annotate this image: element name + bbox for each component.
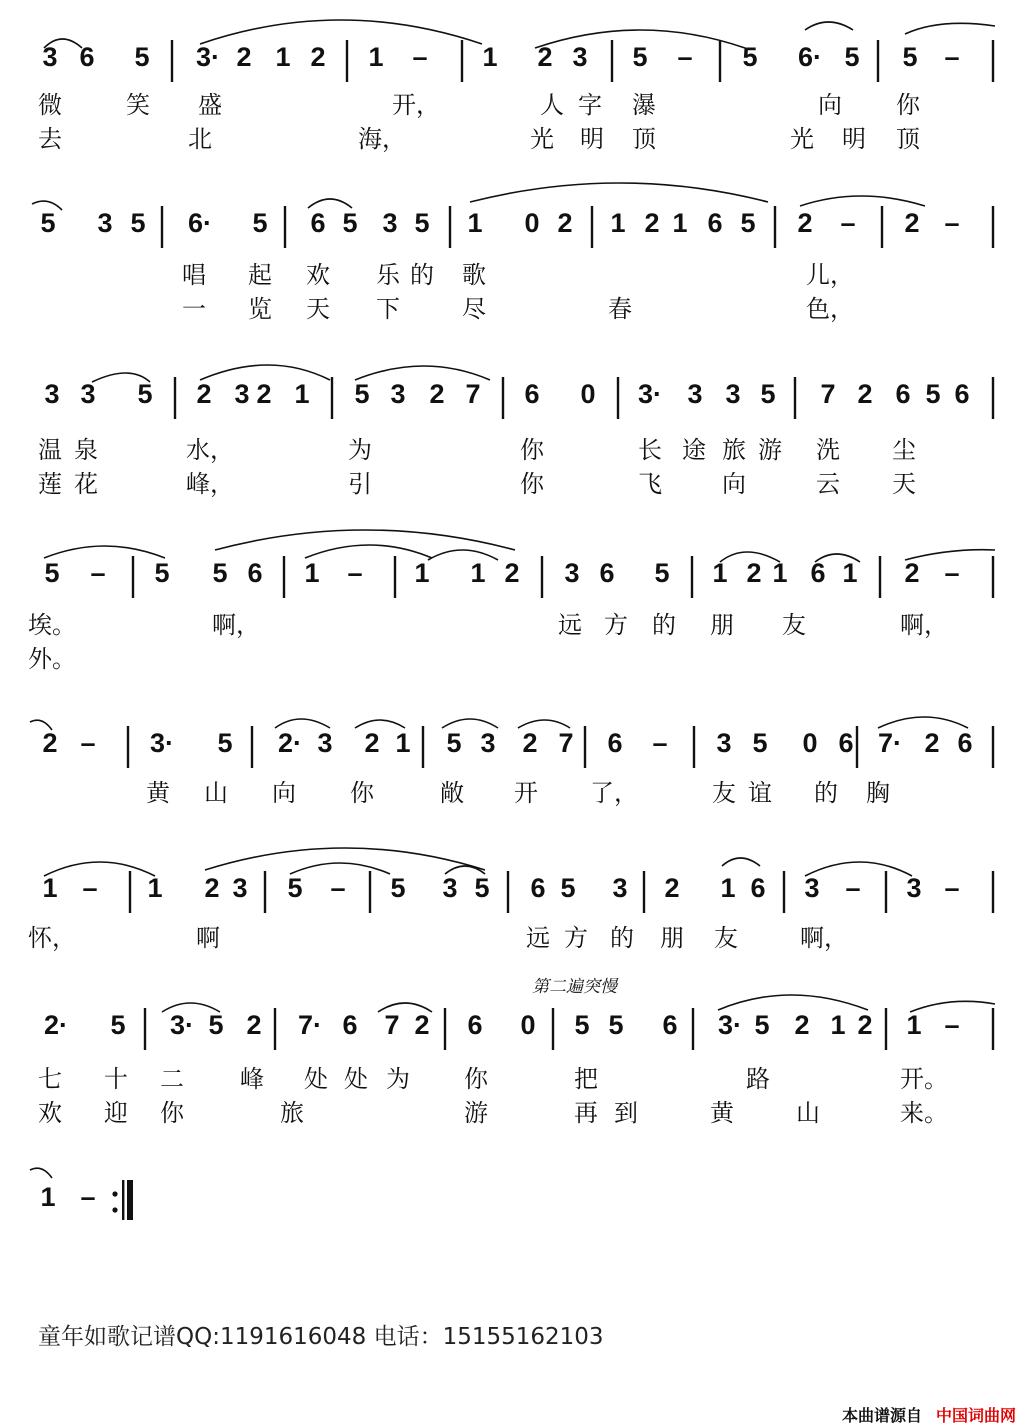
- note: 6: [750, 873, 766, 903]
- note: 3·: [169, 1010, 194, 1040]
- lyric: 为: [386, 1065, 410, 1093]
- notation-row: [0, 1170, 1024, 1240]
- note: 5: [925, 379, 941, 409]
- lyric: 的: [610, 924, 634, 952]
- note: 5: [754, 1010, 770, 1040]
- note: 5: [844, 42, 860, 72]
- note: 3: [716, 728, 732, 758]
- note: 5: [354, 379, 370, 409]
- note: 7: [820, 379, 836, 409]
- note: –: [80, 1182, 96, 1212]
- note: 2: [794, 1010, 810, 1040]
- note: 1: [772, 558, 788, 588]
- note: 1: [482, 42, 498, 72]
- note: 6: [810, 558, 826, 588]
- lyric: 人: [540, 91, 564, 119]
- note: 5: [154, 558, 170, 588]
- note: 3: [564, 558, 580, 588]
- lyric: 谊: [748, 779, 772, 807]
- note: 7·: [297, 1010, 322, 1040]
- lyric: 歌: [462, 261, 486, 289]
- lyric: 胸: [866, 779, 890, 807]
- note: 2: [504, 558, 520, 588]
- note: 5: [752, 728, 768, 758]
- lyric: 峰，: [186, 470, 234, 498]
- note: 5: [654, 558, 670, 588]
- note: 1: [42, 873, 58, 903]
- lyric: 远: [558, 611, 582, 639]
- lyric: 笑: [126, 91, 150, 119]
- lyric: 开。: [900, 1065, 948, 1093]
- note: 0: [802, 728, 818, 758]
- lyric: 敞: [440, 779, 464, 807]
- note: –: [845, 873, 861, 903]
- note: 2: [537, 42, 553, 72]
- note: 1: [395, 728, 411, 758]
- transcriber-credit: 童年如歌记谱QQ:1191616048 电话：15155162103: [38, 1324, 604, 1350]
- lyric: 明: [842, 125, 866, 153]
- note: –: [944, 873, 960, 903]
- note: 6·: [797, 42, 822, 72]
- note: 3: [612, 873, 628, 903]
- note: 1: [467, 208, 483, 238]
- lyric: 山: [204, 779, 228, 807]
- note: 3: [80, 379, 96, 409]
- lyric: 处: [304, 1065, 328, 1093]
- note: 5: [217, 728, 233, 758]
- note: 7: [384, 1010, 400, 1040]
- lyric: 你: [520, 436, 544, 464]
- note: 3: [232, 873, 248, 903]
- note: 2: [256, 379, 272, 409]
- lyric: 天: [892, 470, 916, 498]
- note: 1: [830, 1010, 846, 1040]
- lyric: 光: [790, 125, 814, 153]
- lyric-verse-2: [0, 644, 1024, 678]
- lyric-verse-1: [0, 778, 1024, 812]
- notation-row: [0, 196, 1024, 266]
- notation-row: [0, 367, 1024, 437]
- note: 0: [520, 1010, 536, 1040]
- lyric: 洗: [816, 436, 840, 464]
- lyric: 色，: [806, 295, 854, 323]
- note: –: [90, 558, 106, 588]
- note: –: [840, 208, 856, 238]
- lyric: 十: [104, 1065, 128, 1093]
- lyric: 欢: [306, 261, 330, 289]
- note: –: [652, 728, 668, 758]
- lyric: 来。: [900, 1099, 948, 1127]
- note: 5: [574, 1010, 590, 1040]
- system-2: [0, 196, 1024, 346]
- lyric: 到: [614, 1099, 638, 1127]
- note: 6: [310, 208, 326, 238]
- lyric: 明: [580, 125, 604, 153]
- lyric: 黄: [710, 1099, 734, 1127]
- note: 3: [480, 728, 496, 758]
- notation-row: [0, 998, 1024, 1068]
- lyric: 春: [608, 295, 632, 323]
- note: 5: [287, 873, 303, 903]
- lyric: 瀑: [632, 91, 656, 119]
- note: 3·: [637, 379, 662, 409]
- lyric-verse-2: [0, 124, 1024, 158]
- note: 6·: [187, 208, 212, 238]
- lyric: 远: [526, 924, 550, 952]
- note: 3·: [195, 42, 220, 72]
- note: 5: [134, 42, 150, 72]
- lyric: 峰: [240, 1065, 264, 1093]
- notation-row: [0, 546, 1024, 616]
- note: 2·: [43, 1010, 68, 1040]
- system-1: [0, 30, 1024, 180]
- source-label: 本曲谱源自: [841, 1406, 922, 1425]
- lyric: 友: [714, 924, 738, 952]
- note: –: [944, 42, 960, 72]
- lyric: 去: [38, 125, 62, 153]
- note: 2: [196, 379, 212, 409]
- lyric: 埃。: [28, 611, 76, 639]
- note: 2: [310, 42, 326, 72]
- lyric: 开: [514, 779, 538, 807]
- lyric: 尽: [462, 295, 486, 323]
- note: 2: [204, 873, 220, 903]
- note: 5: [44, 558, 60, 588]
- note: 1: [906, 1010, 922, 1040]
- note: –: [944, 208, 960, 238]
- note: 2: [857, 379, 873, 409]
- note: 3: [804, 873, 820, 903]
- note: 3: [97, 208, 113, 238]
- lyric: 你: [160, 1099, 184, 1127]
- lyric-verse-1: [0, 90, 1024, 124]
- note: 5: [474, 873, 490, 903]
- note: 5: [208, 1010, 224, 1040]
- lyric: 顶: [896, 125, 920, 153]
- note: 6: [607, 728, 623, 758]
- note: 6: [599, 558, 615, 588]
- note: 1: [672, 208, 688, 238]
- note: 3: [234, 379, 250, 409]
- note: –: [677, 42, 693, 72]
- note: 3: [390, 379, 406, 409]
- lyric: 啊，: [900, 611, 948, 639]
- lyric: 你: [520, 470, 544, 498]
- lyric-verse-1: [0, 260, 1024, 294]
- lyric: 莲: [38, 470, 62, 498]
- note: 3: [725, 379, 741, 409]
- note: 1: [368, 42, 384, 72]
- lyric: 顶: [632, 125, 656, 153]
- note: 5: [632, 42, 648, 72]
- note: 6: [707, 208, 723, 238]
- lyric: 向: [818, 91, 842, 119]
- note: 5: [740, 208, 756, 238]
- lyric: 向: [272, 779, 296, 807]
- lyric: 一: [182, 295, 206, 323]
- lyric: 了，: [590, 779, 638, 807]
- lyric: 光: [530, 125, 554, 153]
- lyric: 啊，: [800, 924, 848, 952]
- note: 2: [429, 379, 445, 409]
- note: 6: [530, 873, 546, 903]
- note: 3: [317, 728, 333, 758]
- note: 2: [364, 728, 380, 758]
- lyric: 微: [38, 91, 62, 119]
- lyric: 你: [896, 91, 920, 119]
- note: 2·: [277, 728, 302, 758]
- note: 6: [838, 728, 854, 758]
- lyric: 游: [464, 1099, 488, 1127]
- lyric: 怀，: [28, 924, 76, 952]
- lyric: 字: [578, 91, 602, 119]
- note: 2: [797, 208, 813, 238]
- note: 3: [906, 873, 922, 903]
- lyric: 海，: [358, 125, 406, 153]
- lyric: 下: [376, 295, 400, 323]
- note: 2: [664, 873, 680, 903]
- lyric: 向: [722, 470, 746, 498]
- note: 6: [79, 42, 95, 72]
- note: 1: [294, 379, 310, 409]
- lyric-verse-2: [0, 1098, 1024, 1132]
- note: 1: [470, 558, 486, 588]
- lyric: 泉: [74, 436, 98, 464]
- note: 5: [110, 1010, 126, 1040]
- note: 2: [904, 208, 920, 238]
- lyric: 天: [306, 295, 330, 323]
- lyric: 盛: [198, 91, 222, 119]
- lyric: 朋: [660, 924, 684, 952]
- note: 2: [924, 728, 940, 758]
- note: 3: [572, 42, 588, 72]
- note: 3: [382, 208, 398, 238]
- note: 5: [560, 873, 576, 903]
- lyric: 外。: [28, 645, 76, 673]
- note: 3·: [149, 728, 174, 758]
- note: 1: [610, 208, 626, 238]
- note: 3: [42, 42, 58, 72]
- note: 2: [246, 1010, 262, 1040]
- lyric-verse-2: [0, 294, 1024, 328]
- note: 5: [137, 379, 153, 409]
- note: 3·: [717, 1010, 742, 1040]
- notation-row: [0, 861, 1024, 931]
- lyric: 迎: [104, 1099, 128, 1127]
- lyric: 啊，: [212, 611, 260, 639]
- lyric: 唱: [182, 261, 206, 289]
- lyric: 方: [564, 924, 588, 952]
- lyric: 起: [248, 261, 272, 289]
- lyric: 友: [782, 611, 806, 639]
- lyric-verse-1: [0, 923, 1024, 957]
- lyric: 水，: [186, 436, 234, 464]
- lyric-verse-1: [0, 610, 1024, 644]
- lyric: 花: [74, 470, 98, 498]
- note: 1: [147, 873, 163, 903]
- lyric: 的: [410, 261, 434, 289]
- note: 1: [304, 558, 320, 588]
- lyric: 乐: [376, 261, 400, 289]
- lyric: 开，: [392, 91, 440, 119]
- note: –: [412, 42, 428, 72]
- note: 6: [342, 1010, 358, 1040]
- note: 3: [442, 873, 458, 903]
- lyric: 你: [350, 779, 374, 807]
- lyric: 云: [816, 470, 840, 498]
- note: –: [82, 873, 98, 903]
- note: 2: [746, 558, 762, 588]
- note: 6: [247, 558, 263, 588]
- lyric: 朋: [710, 611, 734, 639]
- system-5: [0, 716, 1024, 866]
- lyric: 为: [348, 436, 372, 464]
- note: 5: [252, 208, 268, 238]
- lyric: 旅: [280, 1099, 304, 1127]
- note: 5: [342, 208, 358, 238]
- lyric: 飞: [638, 470, 662, 498]
- lyric-verse-1: [0, 1064, 1024, 1098]
- note: –: [330, 873, 346, 903]
- lyric: 二: [160, 1065, 184, 1093]
- note: 5: [742, 42, 758, 72]
- note: 1: [414, 558, 430, 588]
- system-7: [0, 998, 1024, 1148]
- note: 0: [524, 208, 540, 238]
- system-3: [0, 367, 1024, 517]
- note: 2: [522, 728, 538, 758]
- source-site-link[interactable]: 中国词曲网: [935, 1406, 1016, 1425]
- note: 2: [236, 42, 252, 72]
- lyric: 北: [188, 125, 212, 153]
- note: 3: [687, 379, 703, 409]
- note: –: [944, 1010, 960, 1040]
- note: 1: [842, 558, 858, 588]
- lyric: 友: [712, 779, 736, 807]
- note: 5: [608, 1010, 624, 1040]
- note: 7: [558, 728, 574, 758]
- note: 1: [275, 42, 291, 72]
- tempo-marking: 第二遍突慢: [532, 977, 617, 997]
- note: 7·: [877, 728, 902, 758]
- note: 6: [954, 379, 970, 409]
- lyric-verse-1: [0, 435, 1024, 469]
- lyric: 的: [814, 779, 838, 807]
- note: 6: [467, 1010, 483, 1040]
- notation-row: [0, 716, 1024, 786]
- lyric: 览: [248, 295, 272, 323]
- lyric: 长: [638, 436, 662, 464]
- lyric: 黄: [146, 779, 170, 807]
- source-attribution: [842, 1403, 1016, 1426]
- lyric: 啊: [196, 924, 220, 952]
- lyric: 儿，: [806, 261, 854, 289]
- note: 6: [957, 728, 973, 758]
- note: 5: [414, 208, 430, 238]
- note: 2: [644, 208, 660, 238]
- note: 1: [40, 1182, 56, 1212]
- lyric: 的: [652, 611, 676, 639]
- note: –: [347, 558, 363, 588]
- note: –: [80, 728, 96, 758]
- note: 2: [42, 728, 58, 758]
- lyric: 途: [682, 436, 706, 464]
- lyric: 你: [464, 1065, 488, 1093]
- note: 6: [662, 1010, 678, 1040]
- note: 6: [895, 379, 911, 409]
- note: 1: [712, 558, 728, 588]
- lyric: 把: [574, 1065, 598, 1093]
- lyric: 七: [38, 1065, 62, 1093]
- note: –: [944, 558, 960, 588]
- lyric: 欢: [38, 1099, 62, 1127]
- lyric-verse-2: [0, 469, 1024, 503]
- note: 2: [857, 1010, 873, 1040]
- note: 5: [130, 208, 146, 238]
- lyric: 尘: [892, 436, 916, 464]
- note: 2: [414, 1010, 430, 1040]
- note: 2: [557, 208, 573, 238]
- note: 5: [390, 873, 406, 903]
- note: 5: [40, 208, 56, 238]
- lyric: 再: [574, 1099, 598, 1127]
- system-6: [0, 861, 1024, 1011]
- note: 1: [720, 873, 736, 903]
- lyric: 温: [38, 436, 62, 464]
- lyric: 山: [796, 1099, 820, 1127]
- note: 5: [446, 728, 462, 758]
- system-4: [0, 546, 1024, 696]
- note: 7: [465, 379, 481, 409]
- system-8: [0, 1170, 1024, 1320]
- lyric: 方: [604, 611, 628, 639]
- note: 2: [904, 558, 920, 588]
- lyric: 游: [758, 436, 782, 464]
- note: 5: [760, 379, 776, 409]
- note: 5: [902, 42, 918, 72]
- lyric: 引: [348, 470, 372, 498]
- note: 3: [44, 379, 60, 409]
- note: 0: [580, 379, 596, 409]
- note: 5: [212, 558, 228, 588]
- lyric: 路: [746, 1065, 770, 1093]
- lyric: 旅: [722, 436, 746, 464]
- lyric: 处: [344, 1065, 368, 1093]
- note: 6: [524, 379, 540, 409]
